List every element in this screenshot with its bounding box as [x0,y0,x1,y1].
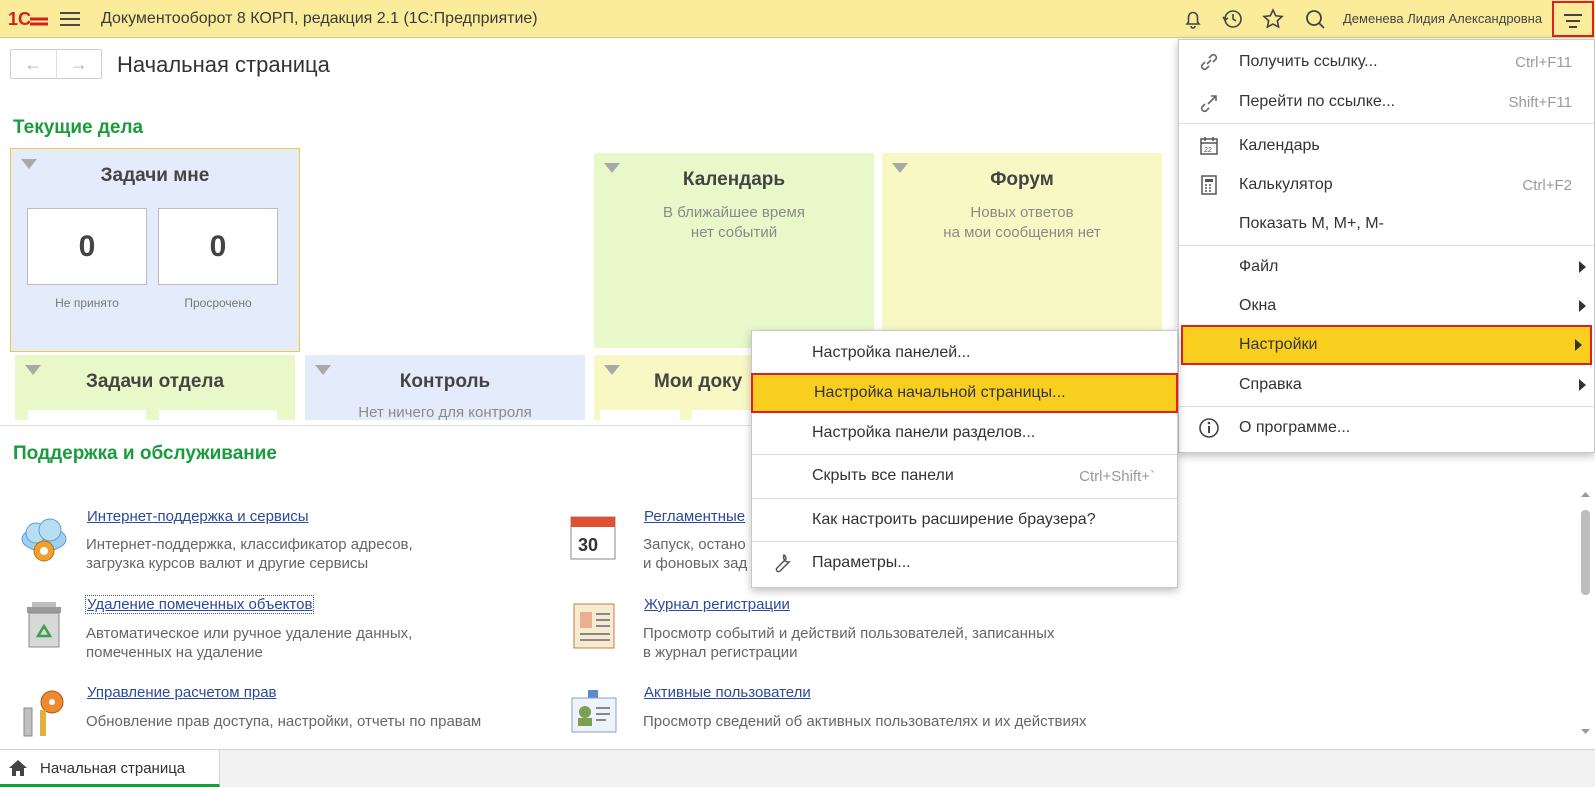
journal-icon [568,600,620,652]
tile-title: Форум [990,169,1054,190]
app-title: Документооборот 8 КОРП, редакция 2.1 (1С:Предприятие) [101,10,538,27]
tile-title: Задачи отдела [85,371,225,392]
menu-item-shortcut: Shift+F11 [1508,94,1572,111]
scroll-down-icon[interactable] [1580,728,1591,736]
current-user[interactable]: Деменева Лидия Александровна [1343,11,1543,26]
support-link-scheduled[interactable]: Регламентные [644,508,746,525]
1c-logo [8,9,50,29]
menu-separator [1179,123,1594,124]
collapse-triangle-icon[interactable] [604,365,620,375]
support-link-journal[interactable]: Журнал регистрации [644,596,790,613]
tile-title: Мои доку [654,371,743,392]
submenu-item-panels[interactable] [752,333,1177,373]
support-link-internet[interactable]: Интернет-поддержка и сервисы [87,508,309,525]
search-icon[interactable] [1303,7,1327,31]
counter-box[interactable] [600,410,680,420]
support-title: Поддержка и обслуживание [13,443,277,464]
main-menu-dropdown [1178,39,1595,453]
submenu-item-parameters[interactable] [752,543,1177,583]
menu-item-shortcut: Ctrl+Shift+` [1079,468,1155,485]
submenu-item-hide-panels[interactable] [752,456,1177,496]
recycle-bin-icon [18,600,70,652]
menu-item-label: Настройка панели разделов... [812,424,1036,441]
support-desc: Автоматическое или ручное удаление данных, помеченных на удаление [86,625,413,661]
dept-tasks-tile [15,355,295,420]
menu-item-calendar[interactable] [1179,126,1594,166]
submenu-arrow-icon [1579,379,1586,391]
top-bar [0,0,1595,38]
calendar-icon [1197,134,1221,158]
counter-box[interactable] [692,410,752,420]
menu-item-label: Настройка начальной страницы... [814,384,1066,401]
page-title: Начальная страница [117,52,330,77]
support-desc: Интернет-поддержка, классификатор адресов, загрузка курсов валют и другие сервисы [86,536,413,572]
svg-text:1С: 1С [8,9,32,29]
menu-item-label: Получить ссылку... [1239,53,1378,70]
menu-item-file[interactable] [1179,247,1594,287]
svg-text:30: 30 [578,535,599,555]
counter-box[interactable] [159,410,277,420]
menu-item-label: Окна [1239,297,1277,314]
my-docs-tile [594,355,754,420]
go-link-icon [1197,90,1221,114]
navigation-buttons [10,49,102,79]
svg-text:22: 22 [1204,147,1212,154]
calendar-30-icon [568,513,620,565]
menu-item-settings[interactable] [1181,325,1592,365]
scroll-up-icon[interactable] [1580,490,1591,498]
menu-item-go-link[interactable] [1179,82,1594,122]
favorites-star-icon[interactable] [1261,7,1285,31]
menu-separator [752,541,1177,542]
sections-menu-button[interactable] [58,8,82,30]
menu-item-label: Настройка панелей... [812,344,971,361]
calculator-icon [1197,173,1221,197]
menu-item-label: Календарь [1239,137,1320,154]
wrench-icon [770,551,794,575]
menu-item-shortcut: Ctrl+F2 [1522,177,1572,194]
submenu-item-home-page-settings[interactable] [751,373,1178,413]
menu-item-show-memory[interactable] [1179,204,1594,244]
link-icon [1197,50,1221,74]
menu-item-about[interactable] [1179,408,1594,448]
menu-item-label: Справка [1239,376,1302,393]
tasks-me-tile [10,148,300,352]
forward-arrow-icon[interactable]: → [69,53,88,74]
submenu-arrow-icon [1579,261,1586,273]
menu-item-help[interactable] [1179,365,1594,405]
submenu-item-sections-panel[interactable] [752,413,1177,453]
tile-text: Новых ответов на мои сообщения нет [943,204,1101,241]
menu-item-calculator[interactable] [1179,165,1594,205]
not-accepted-label: Не принято [55,296,119,310]
not-accepted-counter[interactable]: 0 [27,208,147,285]
control-tile [305,355,585,420]
open-windows-bar [0,749,1595,787]
tile-title: Контроль [399,371,491,392]
menu-separator [752,454,1177,455]
current-affairs-title: Текущие дела [13,117,144,138]
menu-item-label: Файл [1239,258,1279,275]
vertical-scrollbar[interactable] [1578,488,1593,738]
menu-separator [1179,245,1594,246]
back-arrow-icon[interactable]: ← [11,50,57,78]
history-icon[interactable] [1220,7,1244,31]
tile-text: Нет ничего для контроля [358,404,532,420]
forum-tile [882,153,1162,348]
main-menu-button[interactable] [1552,1,1594,37]
info-icon [1197,416,1221,440]
tab-label: Начальная страница [40,760,186,777]
submenu-arrow-icon [1579,300,1586,312]
menu-item-label: Перейти по ссылке... [1239,93,1396,110]
support-desc: Просмотр сведений об активных пользователях и их действиях [643,713,1087,730]
menu-item-windows[interactable] [1179,286,1594,326]
menu-item-label: Скрыть все панели [812,467,954,484]
scroll-thumb[interactable] [1581,510,1590,595]
menu-item-label: Настройки [1239,336,1318,353]
menu-item-get-link[interactable] [1179,42,1594,82]
support-link-active-users[interactable]: Активные пользователи [644,684,811,701]
menu-item-label: О программе... [1239,419,1351,436]
menu-separator [752,498,1177,499]
counter-box[interactable] [28,410,146,420]
menu-item-shortcut: Ctrl+F11 [1515,54,1572,71]
home-icon [8,759,28,777]
keys-icon [18,688,70,740]
menu-item-label: Как настроить расширение браузера? [812,511,1096,528]
id-badge-icon [568,688,620,740]
bell-icon[interactable] [1181,7,1205,31]
submenu-item-browser-extension[interactable] [752,500,1177,540]
calendar-tile [594,153,874,348]
menu-separator [1179,406,1594,407]
cloud-gear-icon [18,517,70,569]
tile-title: Календарь [682,169,786,190]
support-link-rights[interactable]: Управление расчетом прав [87,684,277,701]
support-desc: Просмотр событий и действий пользователей, записанных в журнал регистрации [643,625,1055,661]
support-desc: Обновление прав доступа, настройки, отчеты по правам [86,713,482,730]
menu-item-label: Параметры... [812,554,911,571]
settings-submenu [751,330,1178,588]
tab-home-page[interactable] [0,750,220,787]
menu-item-label: Показать М, М+, М- [1239,215,1384,232]
menu-item-label: Калькулятор [1239,176,1333,193]
support-link-delete[interactable]: Удаление помеченных объектов [87,596,313,613]
submenu-arrow-icon [1575,339,1582,351]
overdue-counter[interactable]: 0 [158,208,278,285]
support-desc: Запуск, остано и фоновых зад [643,536,748,572]
tile-title: Задачи мне [100,165,210,186]
tile-text: В ближайшее время нет событий [663,204,805,241]
overdue-label: Просрочено [184,296,252,310]
